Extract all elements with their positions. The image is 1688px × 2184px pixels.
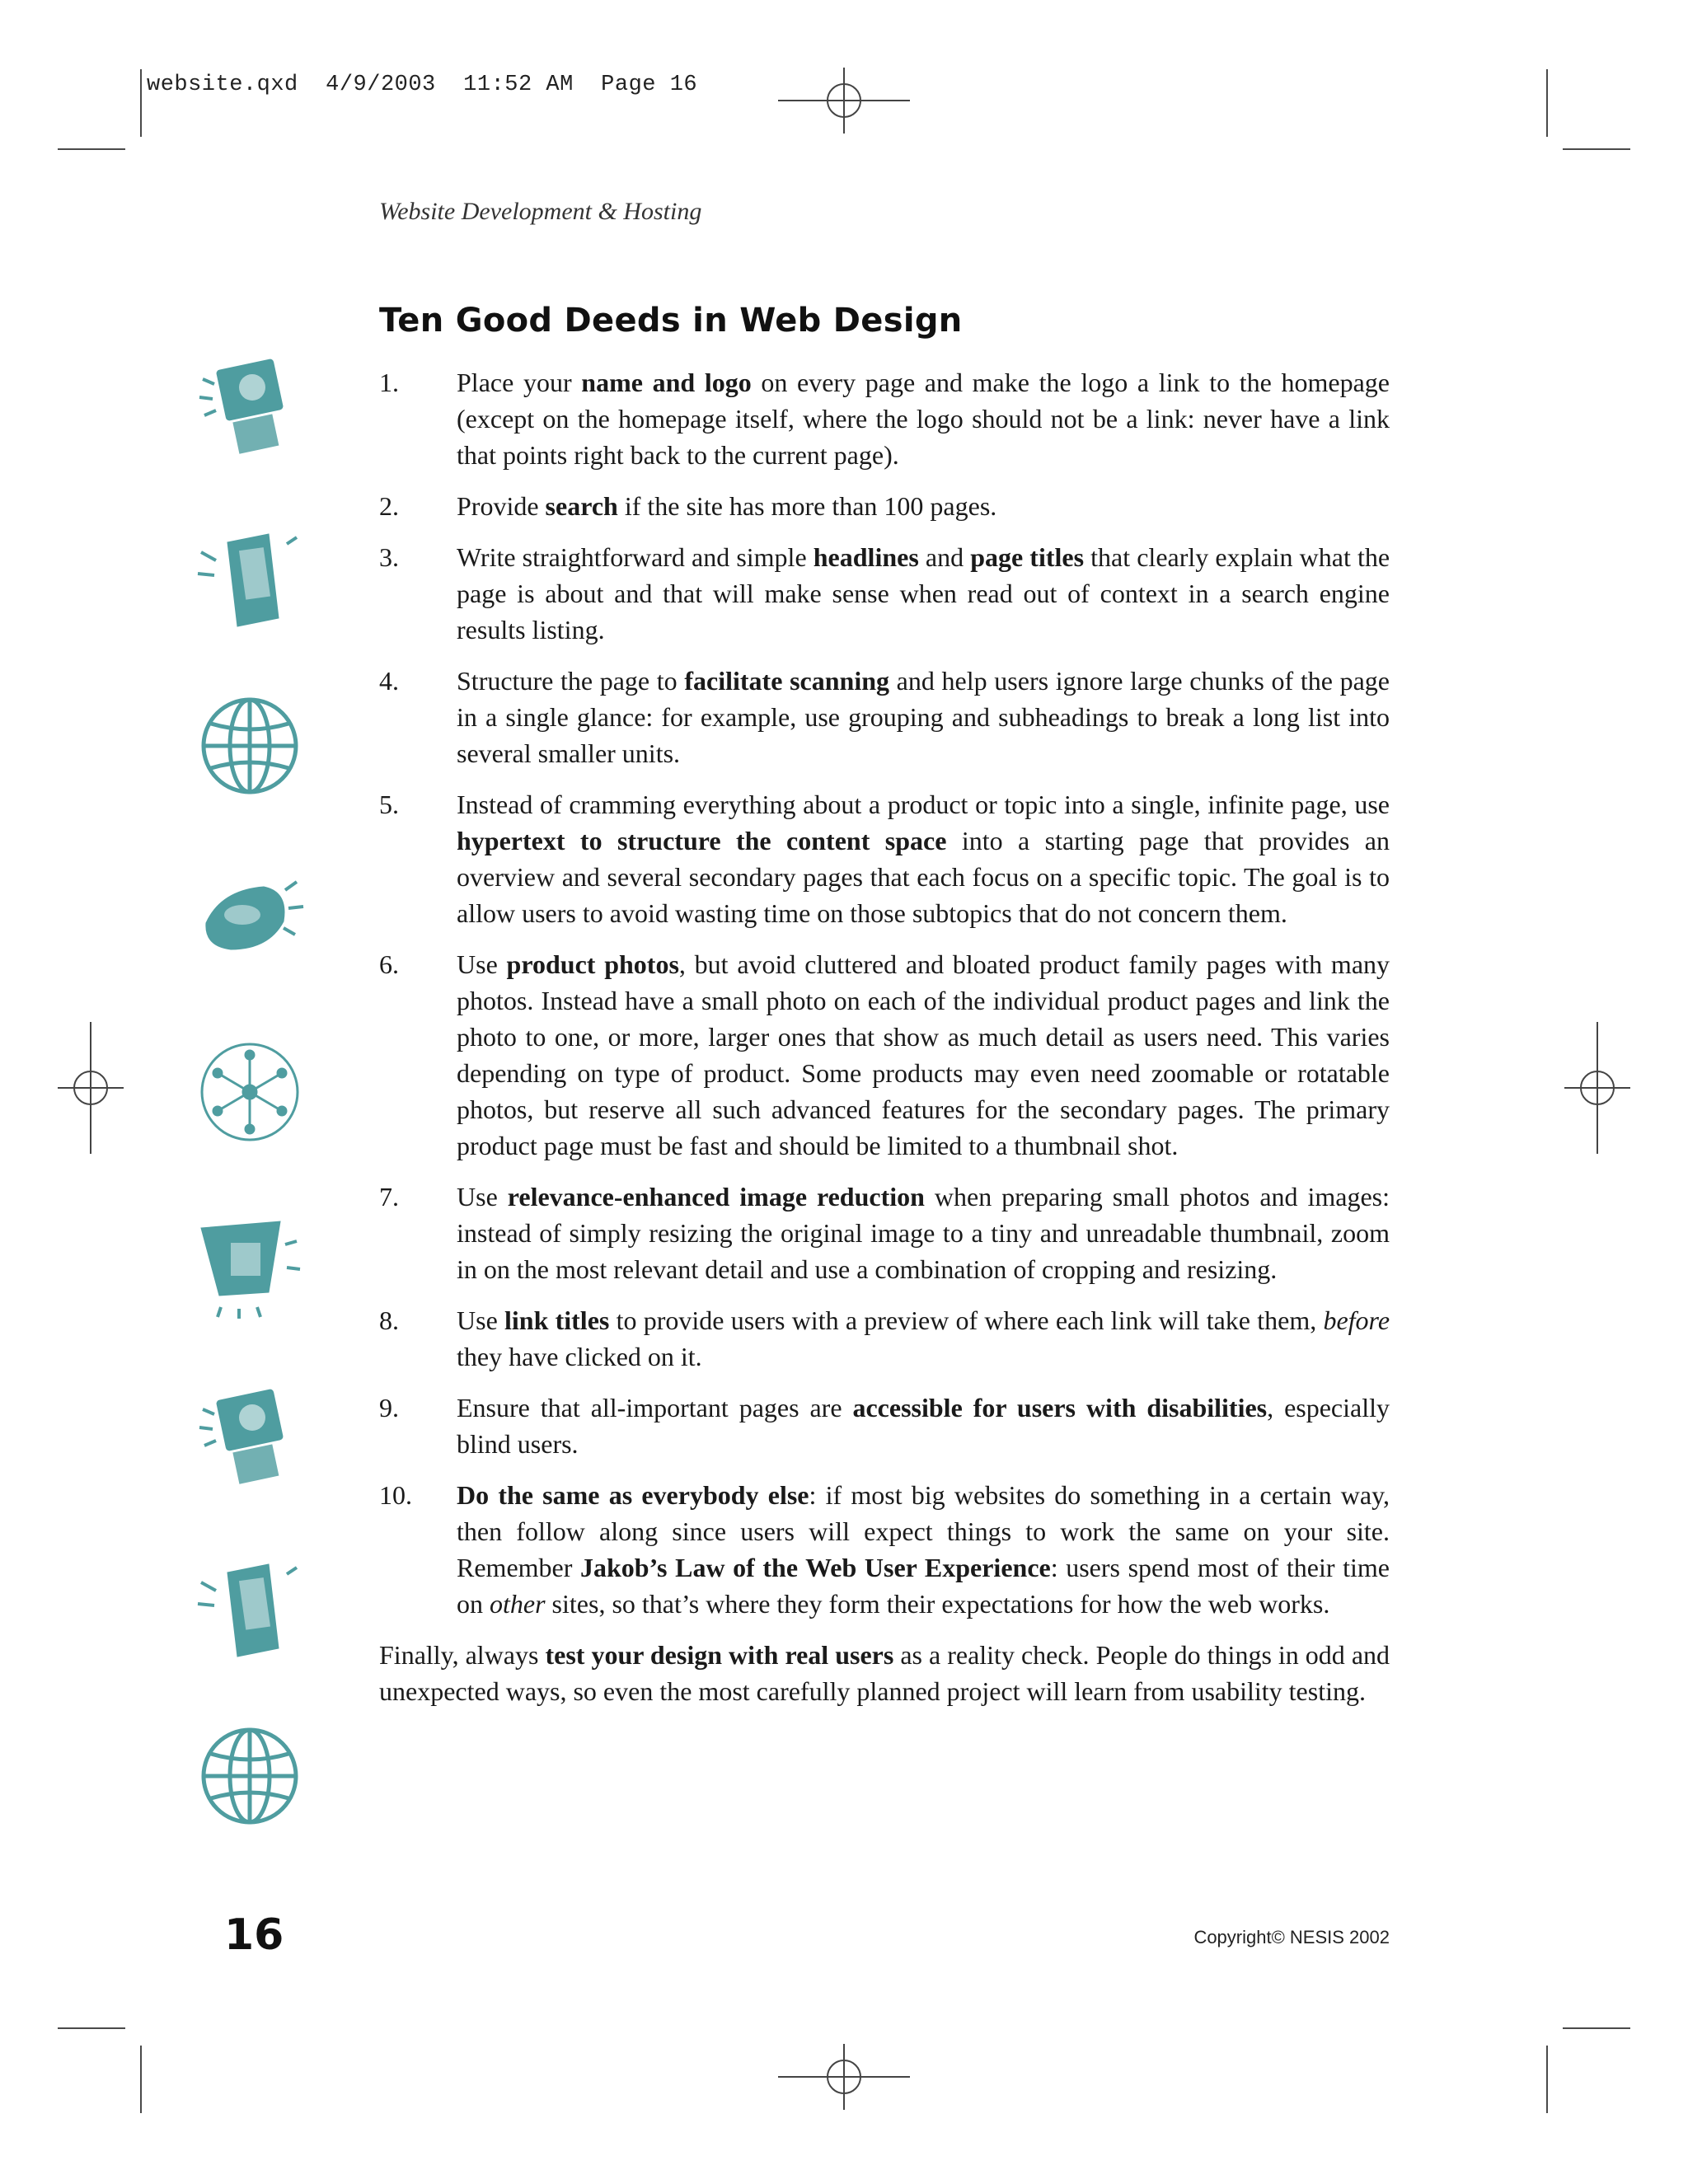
- list-item-number: 4.: [379, 666, 399, 696]
- text-run: Place your: [457, 368, 582, 397]
- computer-icon: [188, 346, 312, 470]
- text-run: Instead of cramming everything about a product or topic into a single, infinite page, use: [457, 790, 1390, 819]
- text-run: when preparing small photos and images: instead of simply resizing the original image to a tiny and unreadable thumbnail, zoom in on the most relevant detail and use a combination of cropping and resizing.: [457, 1182, 1390, 1284]
- registration-mark: [1531, 1022, 1663, 1154]
- text-run: into a starting page that provides an overview and several secondary pages that each focus on a specific topic. The goal is to allow users to avoid wasting time on those subtopics that do not concern them.: [457, 826, 1390, 928]
- text-run: they have clicked on it.: [457, 1342, 702, 1371]
- crop-mark: [1563, 148, 1630, 150]
- list-item-text: [457, 488, 1390, 524]
- list-item: [379, 1302, 1390, 1375]
- bold-phrase: facilitate scanning: [684, 666, 890, 696]
- registration-mark: [778, 35, 910, 166]
- folder-icon: [188, 1203, 312, 1327]
- bold-phrase: Do the same as everybody else: [457, 1480, 809, 1510]
- globe-icon: [188, 1714, 312, 1838]
- crop-mark: [1563, 2027, 1630, 2029]
- print-slug: website.qxd 4/9/2003 11:52 AM Page 16: [147, 73, 698, 97]
- list-item-number: 8.: [379, 1305, 399, 1335]
- crop-mark: [1546, 2046, 1548, 2113]
- text-run: as a reality check. People do things in odd and unexpected ways, so even the most carefully planned project will learn from usability testing.: [379, 1640, 1390, 1706]
- list-item-number: 9.: [379, 1393, 399, 1422]
- list-item-number: 1.: [379, 368, 399, 397]
- list-item: [379, 364, 1390, 473]
- globe-icon: [188, 684, 312, 808]
- bold-phrase: search: [545, 491, 618, 521]
- closing-paragraph: [379, 1637, 1390, 1709]
- running-head: Website Development & Hosting: [379, 198, 702, 225]
- italic-phrase: other: [490, 1589, 546, 1619]
- text-run: to provide users with a preview of where each link will take them,: [609, 1305, 1324, 1335]
- copyright-notice: Copyright© NESIS 2002: [1193, 1927, 1390, 1947]
- bold-phrase: page titles: [970, 542, 1085, 572]
- tower-pc-icon: [188, 519, 312, 643]
- list-item: [379, 539, 1390, 648]
- computer-icon: [188, 1376, 312, 1500]
- list-item: [379, 488, 1390, 524]
- list-item: [379, 786, 1390, 931]
- network-icon: [188, 1030, 312, 1154]
- crop-mark: [58, 2027, 125, 2029]
- disk-icon: [188, 857, 312, 981]
- tower-pc-icon: [188, 1549, 312, 1673]
- page-number: 16: [224, 1910, 284, 1960]
- list-item: [379, 946, 1390, 1164]
- bold-phrase: hypertext to structure the content space: [457, 826, 947, 855]
- text-run: Write straightforward and simple: [457, 542, 814, 572]
- text-run: Structure the page to: [457, 666, 685, 696]
- list-item-number: 6.: [379, 949, 399, 979]
- text-run: sites, so that’s where they form their expectations for how the web works.: [545, 1589, 1330, 1619]
- list-item: [379, 1390, 1390, 1462]
- list-item-number: 7.: [379, 1182, 399, 1212]
- list-item-text: [457, 1477, 1390, 1622]
- crop-mark: [140, 69, 142, 137]
- list-item: [379, 1179, 1390, 1287]
- text-run: , especially blind users.: [457, 1393, 1390, 1459]
- list-item: [379, 1477, 1390, 1622]
- italic-phrase: before: [1323, 1305, 1390, 1335]
- text-run: , but avoid cluttered and bloated product family pages with many photos. Instead have a small photo on each of the individual product pages and link the photo to one, or more, larger ones that show as much detail as users need. This varies depending on type of product. Some products may even need zoomable or rotatable photos, but reserve all such advanced features for the secondary pages. The primary product page must be fast and should be limited to a thumbnail shot.: [457, 949, 1390, 1160]
- bold-phrase: accessible for users with disabilities: [852, 1393, 1268, 1422]
- crop-mark: [1546, 69, 1548, 137]
- good-deeds-list: [379, 364, 1390, 1622]
- list-item-text: [457, 786, 1390, 931]
- text-run: that clearly explain what the page is about and that will make sense when read out of context in a search engine results listing.: [457, 542, 1390, 644]
- text-run: Finally, always: [379, 1640, 546, 1670]
- bold-phrase: headlines: [813, 542, 919, 572]
- list-item-number: 2.: [379, 491, 399, 521]
- registration-mark: [778, 2011, 910, 2143]
- list-item-text: [457, 1179, 1390, 1287]
- text-run: and: [918, 542, 971, 572]
- list-item-number: 5.: [379, 790, 399, 819]
- list-item-text: [457, 946, 1390, 1164]
- text-run: : users spend most of their time on: [457, 1553, 1390, 1619]
- list-item: [379, 663, 1390, 771]
- bold-phrase: product photos: [506, 949, 679, 979]
- registration-mark: [25, 1022, 157, 1154]
- list-item-text: [457, 663, 1390, 771]
- list-content: [379, 364, 1390, 1709]
- text-run: Use: [457, 1305, 504, 1335]
- page-title: Ten Good Deeds in Web Design: [379, 302, 963, 340]
- bold-phrase: test your design with real users: [545, 1640, 894, 1670]
- list-item-text: [457, 364, 1390, 473]
- list-item-number: 3.: [379, 542, 399, 572]
- text-run: Use: [457, 949, 507, 979]
- list-item-text: [457, 1390, 1390, 1462]
- bold-phrase: Jakob’s Law of the Web User Experience: [579, 1553, 1051, 1582]
- bold-phrase: relevance-enhanced image reduction: [507, 1182, 925, 1212]
- text-run: and help users ignore large chunks of the page in a single glance: for example, use grouping and subheadings to break a long list into several smaller units.: [457, 666, 1390, 768]
- text-run: : if most big websites do something in a certain way, then follow along since users will expect things to work the same on your site. Remember: [457, 1480, 1390, 1582]
- crop-mark: [58, 148, 125, 150]
- list-item-text: [457, 1302, 1390, 1375]
- bold-phrase: link titles: [504, 1305, 610, 1335]
- text-run: Ensure that all-important pages are: [457, 1393, 853, 1422]
- text-run: if the site has more than 100 pages.: [617, 491, 997, 521]
- list-item-text: [457, 539, 1390, 648]
- text-run: on every page and make the logo a link to the homepage (except on the homepage itself, where the logo should not be a link: never have a link that points right back to the current page).: [457, 368, 1390, 470]
- text-run: Use: [457, 1182, 508, 1212]
- list-item-number: 10.: [379, 1480, 412, 1510]
- text-run: Provide: [457, 491, 546, 521]
- crop-mark: [140, 2046, 142, 2113]
- bold-phrase: name and logo: [581, 368, 752, 397]
